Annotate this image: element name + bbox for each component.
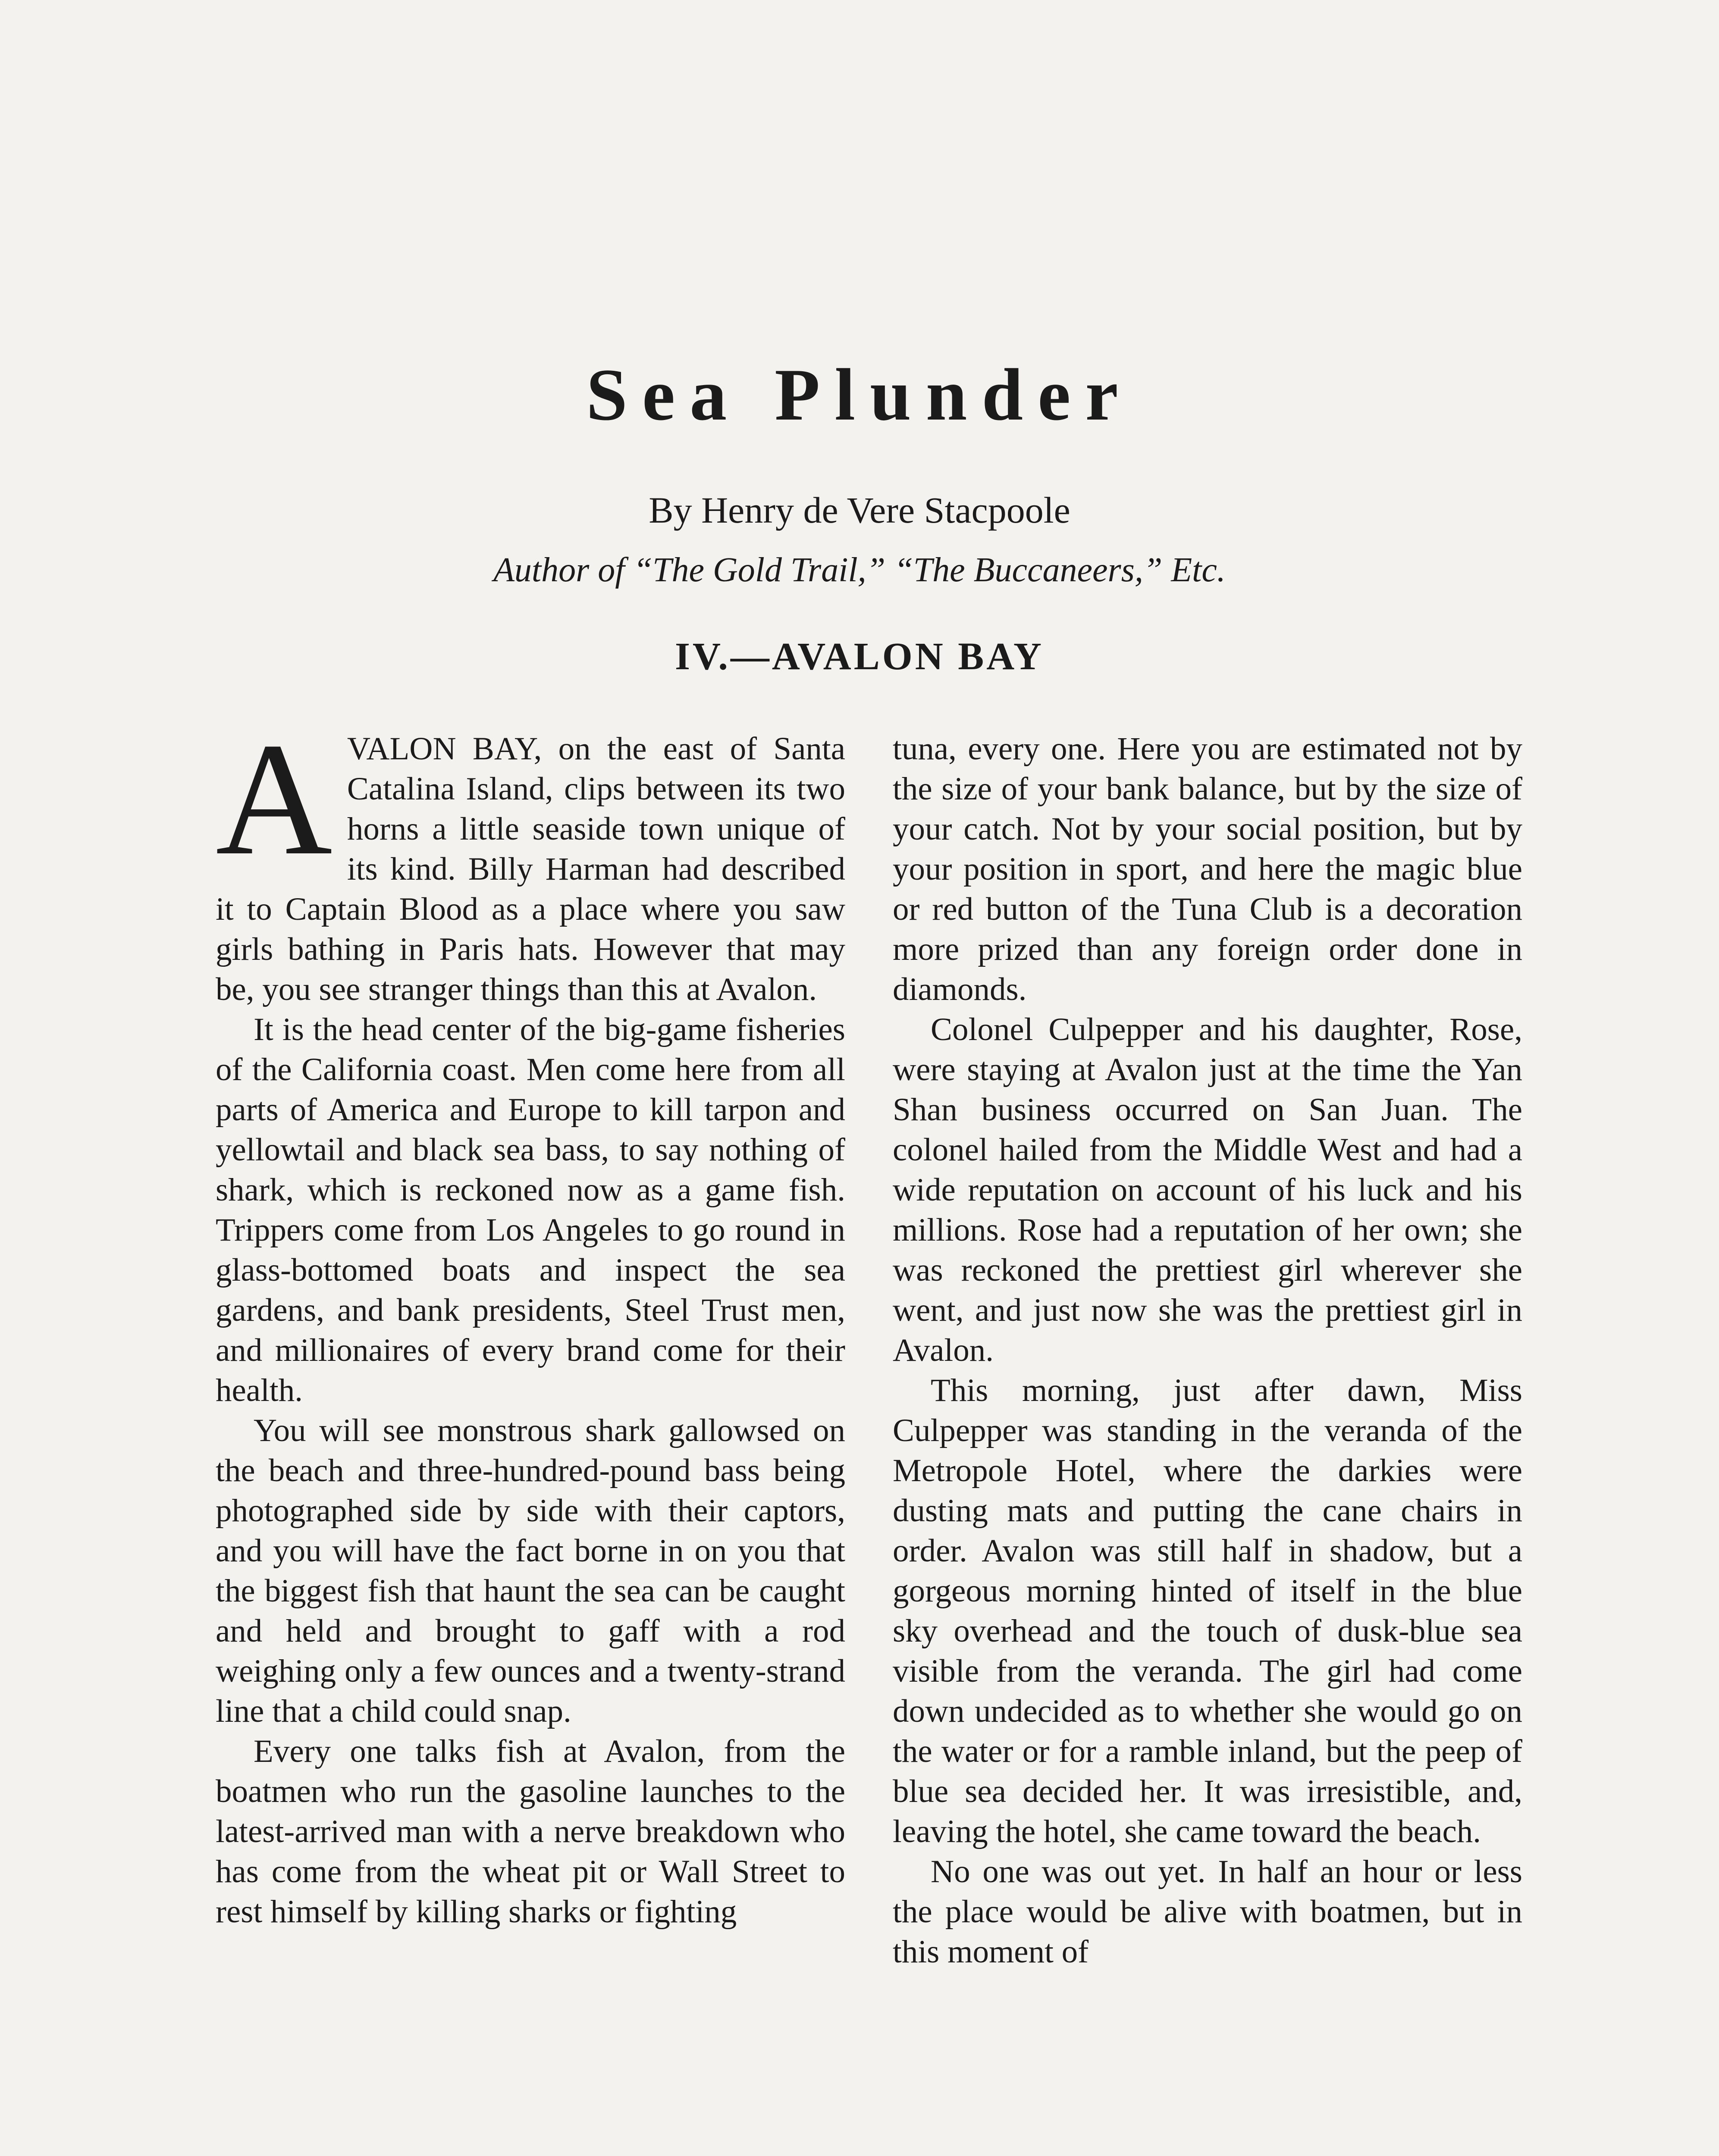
paragraph: This morning, just after dawn, Miss Culpepper was standing in the veranda of the Metropole Hotel, where the darkies were dusting mats and putting the cane chairs in order. Avalon was still half in shadow, but a gorgeous morning hinted of itself in the blue sky overhead and the touch of dusk-blue sea visible from the veranda. The girl had come down undecided as to whether she would go on the water or for a ramble inland, but the peep of blue sea decided her. It was irresistible, and, leaving the hotel, she came toward the beach.	[893, 1373, 1522, 1849]
text-column-left	[216, 710, 845, 1932]
author-credits: Author of “The Gold Trail,” “The Buccaneers,” Etc.	[493, 551, 1226, 589]
paragraph: tuna, every one. Here you are estimated not by the size of your bank balance, but by the size of your catch. Not by your social position, but by your position in sport, and here the magic blue or red button of the Tuna Club is a decoration more prized than any foreign order done in diamonds.	[893, 731, 1522, 1007]
paragraph: Colonel Culpepper and his daughter, Rose, were staying at Avalon just at the time the Yan Shan business occurred on San Juan. The colonel hailed from the Middle West and had a wide reputation on account of his luck and his millions. Rose had a reputation of her own; she was reckoned the prettiest girl wherever she went, and just now she was the prettiest girl in Avalon.	[893, 1012, 1522, 1368]
drop-cap: A	[216, 710, 333, 889]
paragraph: Every one talks fish at Avalon, from the boatmen who run the gasoline launches to the latest-arrived man with a nerve breakdown who has come from the wheat pit or Wall Street to rest himself by killing sharks or fighting	[216, 1733, 845, 1930]
byline: By Henry de Vere Stacpoole	[649, 489, 1070, 531]
paragraph: VALON BAY, on the east of Santa Catalina Island, clips between its two horns a little seaside town unique of its kind. Billy Harman had described it to Captain Blood as a place where you saw girls bathing in Paris hats. However that may be, you see stranger things than this at Avalon.	[216, 731, 845, 1007]
chapter-heading: IV.—AVALON BAY	[675, 635, 1044, 678]
paragraph: No one was out yet. In half an hour or less the place would be alive with boatmen, but in this moment of	[893, 1854, 1522, 1970]
text-column-right	[893, 729, 1522, 1972]
article-title: Sea Plunder	[586, 354, 1133, 436]
paragraph: You will see monstrous shark gallowsed on the beach and three-hundred-pound bass being photographed side by side with their captors, and you will have the fact borne in on you that the biggest fish that haunt the sea can be caught and held and brought to gaff with a rod weighing only a few ounces and a twenty-strand line that a child could snap.	[216, 1413, 845, 1729]
paragraph: It is the head center of the big-game fisheries of the California coast. Men come here from all parts of America and Europe to kill tarpon and yellowtail and black sea bass, to say nothing of shark, which is reckoned now as a game fish. Trippers come from Los Angeles to go round in glass-bottomed boats and inspect the sea gardens, and bank presidents, Steel Trust men, and millionaires of every brand come for their health.	[216, 1012, 845, 1408]
